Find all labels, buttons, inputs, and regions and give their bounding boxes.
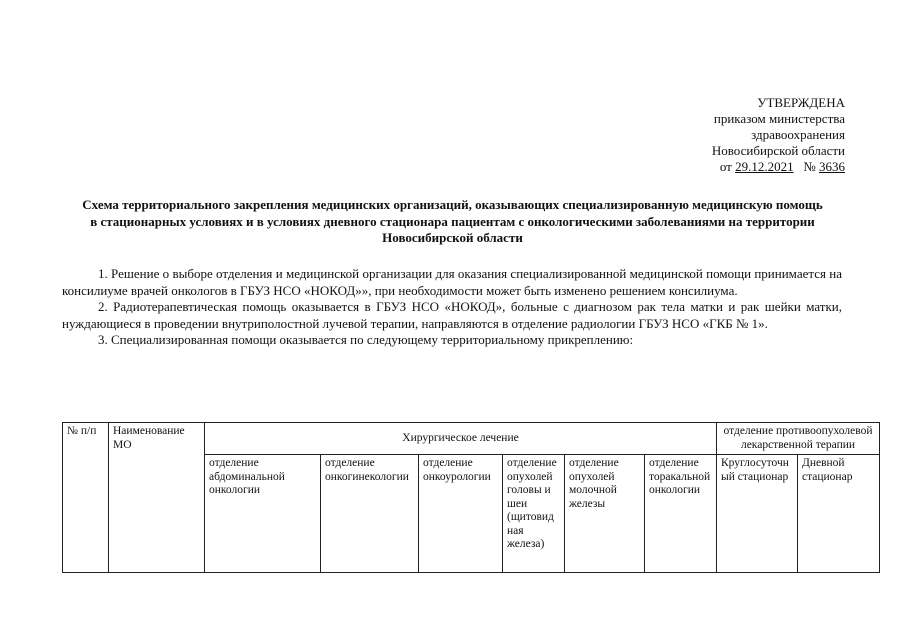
- approval-heading: УТВЕРЖДЕНА: [757, 95, 845, 110]
- header-mo: Наименование МО: [109, 423, 205, 573]
- header-head-neck: отделение опухолей головы и шеи (щитовидная железа): [503, 455, 565, 573]
- approval-line-ministry: здравоохранения: [751, 127, 845, 142]
- header-drug-therapy: отделение противоопухолевой лекарственной терапии: [717, 423, 880, 455]
- header-breast: отделение опухолей молочной железы: [565, 455, 645, 573]
- paragraph-2: 2. Радиотерапевтическая помощь оказывается в ГБУЗ НСО «НОКОД», больные с диагнозом рак тела матки и рак шейки матки, нуждающиеся в проведении внутриполостной лучевой терапии, направляются в отделение радиологии ГБУЗ НСО «ГКБ № 1».: [62, 299, 842, 331]
- approval-line-region: Новосибирской области: [711, 143, 845, 158]
- approval-date: 29.12.2021: [735, 159, 794, 174]
- body-text: [62, 266, 842, 349]
- header-day-hospital: Дневной стационар: [798, 455, 880, 573]
- approval-date-line: [640, 159, 845, 175]
- header-thoracic: отделение торакальной онкологии: [645, 455, 717, 573]
- table-header-row-1: [63, 423, 880, 455]
- approval-block: [640, 95, 845, 175]
- approval-number: 3636: [819, 159, 845, 174]
- header-abdominal: отделение абдоминальной онкологии: [205, 455, 321, 573]
- header-oncogynecology: отделение онкогинекологии: [321, 455, 419, 573]
- header-oncourology: отделение онкоурологии: [419, 455, 503, 573]
- approval-line-order: приказом министерства: [713, 111, 845, 126]
- assignment-table: [62, 422, 880, 573]
- approval-number-prefix: №: [803, 159, 816, 174]
- paragraph-1: 1. Решение о выборе отделения и медицинской организации для оказания специализированной медицинской помощи принимается на консилиуме врачей онкологов в ГБУЗ НСО «НОКОД»», при необходимости может быть изменено решением консилиума.: [62, 266, 842, 298]
- approval-date-prefix: от: [719, 159, 732, 174]
- paragraph-3: 3. Специализированная помощи оказывается по следующему территориальному прикреплению:: [98, 332, 634, 347]
- header-num: № п/п: [63, 423, 109, 573]
- document-title: Схема территориального закрепления медицинских организаций, оказывающих специализированную медицинскую помощь в стационарных условиях и в условиях дневного стационара пациентам с онкологическими заболеваниями на территории Новосибирской области: [82, 197, 823, 245]
- header-inpatient: Круглосуточный стационар: [717, 455, 798, 573]
- header-surgery: Хирургическое лечение: [205, 423, 717, 455]
